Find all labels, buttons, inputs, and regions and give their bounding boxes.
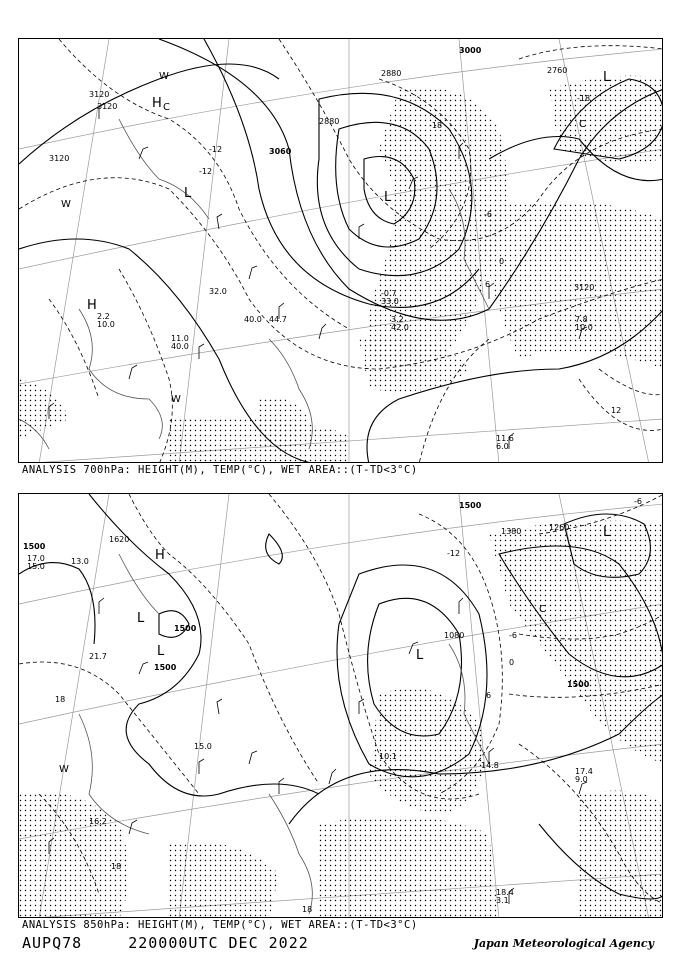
svg-text:2760: 2760 [547, 66, 568, 75]
map-panel-700hpa [18, 38, 663, 463]
center-c: C [579, 119, 586, 130]
svg-text:0: 0 [509, 658, 515, 667]
svg-text:14.8: 14.8 [481, 761, 499, 770]
document-id [22, 934, 345, 952]
svg-text:18: 18 [302, 905, 313, 914]
center-l: L [184, 186, 192, 201]
map-700hpa [19, 39, 663, 463]
svg-text:10.0: 10.0 [97, 320, 115, 329]
map-850hpa [19, 494, 663, 918]
svg-text:2880: 2880 [319, 117, 340, 126]
chart-code: AUPQ78 [22, 934, 83, 952]
svg-text:2.2: 2.2 [97, 312, 110, 321]
svg-text:-6: -6 [509, 631, 517, 640]
wet-areas [19, 76, 663, 463]
center-l: L [603, 70, 611, 85]
svg-text:3000: 3000 [459, 46, 482, 55]
svg-text:44.7: 44.7 [269, 315, 287, 324]
center-w: W [59, 764, 69, 775]
wet-areas [19, 521, 663, 918]
analysis-time: 220000UTC DEC 2022 [128, 934, 309, 952]
center-l: L [157, 644, 165, 659]
agency-name: Japan Meteorological Agency [473, 937, 654, 950]
svg-text:3120: 3120 [97, 102, 118, 111]
center-l: L [603, 525, 611, 540]
svg-text:-18: -18 [429, 121, 443, 130]
center-w: W [171, 394, 181, 405]
center-h: H [155, 548, 165, 563]
svg-text:16.2: 16.2 [89, 817, 107, 826]
svg-text:1500: 1500 [154, 663, 177, 672]
svg-text:42.0: 42.0 [391, 323, 409, 332]
wind-barbs [49, 598, 587, 904]
svg-text:1620: 1620 [109, 535, 130, 544]
svg-text:18: 18 [55, 695, 66, 704]
svg-text:13.0: 13.0 [71, 557, 89, 566]
center-c: C [539, 604, 546, 615]
caption-850hpa: ANALYSIS 850hPa: HEIGHT(M), TEMP(°C), WET AREA::(T-TD<3°C) [22, 919, 418, 931]
center-c: C [163, 102, 170, 113]
caption-700hpa: ANALYSIS 700hPa: HEIGHT(M), TEMP(°C), WET AREA::(T-TD<3°C) [22, 464, 418, 476]
svg-text:10.1: 10.1 [379, 752, 397, 761]
svg-text:-6: -6 [484, 210, 492, 219]
svg-text:6: 6 [486, 691, 492, 700]
svg-text:17.4: 17.4 [575, 767, 593, 776]
svg-text:18: 18 [111, 862, 122, 871]
center-h: H [152, 96, 162, 111]
svg-text:40.0: 40.0 [244, 315, 262, 324]
center-l: L [137, 611, 145, 626]
svg-text:6: 6 [485, 280, 491, 289]
svg-text:15.0: 15.0 [27, 562, 45, 571]
svg-text:18.4: 18.4 [496, 888, 514, 897]
center-w: W [159, 71, 169, 82]
center-l: L [416, 648, 424, 663]
svg-text:6.0: 6.0 [496, 442, 509, 451]
svg-text:3120: 3120 [89, 90, 110, 99]
svg-text:-0.7: -0.7 [381, 289, 397, 298]
svg-text:21.7: 21.7 [89, 652, 107, 661]
svg-text:11.6: 11.6 [496, 434, 514, 443]
svg-text:3.1: 3.1 [496, 896, 509, 905]
svg-text:17.0: 17.0 [27, 554, 45, 563]
svg-text:40.0: 40.0 [171, 342, 189, 351]
svg-text:11.0: 11.0 [171, 334, 189, 343]
svg-text:-12: -12 [209, 145, 223, 154]
svg-text:7.8: 7.8 [575, 315, 588, 324]
svg-text:12: 12 [611, 406, 622, 415]
center-h: H [87, 298, 97, 313]
svg-text:-18: -18 [577, 94, 591, 103]
svg-text:9.0: 9.0 [575, 775, 588, 784]
svg-text:1500: 1500 [459, 501, 482, 510]
svg-text:1500: 1500 [23, 542, 46, 551]
svg-text:33.0: 33.0 [381, 297, 399, 306]
svg-text:1260: 1260 [549, 523, 570, 532]
map-panel-850hpa [18, 493, 663, 918]
center-w: W [61, 199, 71, 210]
center-l: L [384, 190, 392, 205]
svg-text:-12: -12 [447, 549, 461, 558]
svg-text:3.2: 3.2 [391, 315, 404, 324]
height-labels [23, 501, 590, 689]
svg-text:10.0: 10.0 [575, 323, 593, 332]
svg-text:3120: 3120 [574, 283, 595, 292]
svg-text:-12: -12 [199, 167, 213, 176]
svg-text:32.0: 32.0 [209, 287, 227, 296]
svg-text:-6: -6 [634, 497, 642, 506]
svg-text:1500: 1500 [567, 680, 590, 689]
svg-text:1500: 1500 [174, 624, 197, 633]
svg-text:3060: 3060 [269, 147, 292, 156]
svg-text:0: 0 [499, 257, 505, 266]
svg-text:2880: 2880 [381, 69, 402, 78]
svg-text:3120: 3120 [49, 154, 70, 163]
svg-text:1380: 1380 [501, 527, 522, 536]
svg-text:1080: 1080 [444, 631, 465, 640]
svg-text:15.0: 15.0 [194, 742, 212, 751]
